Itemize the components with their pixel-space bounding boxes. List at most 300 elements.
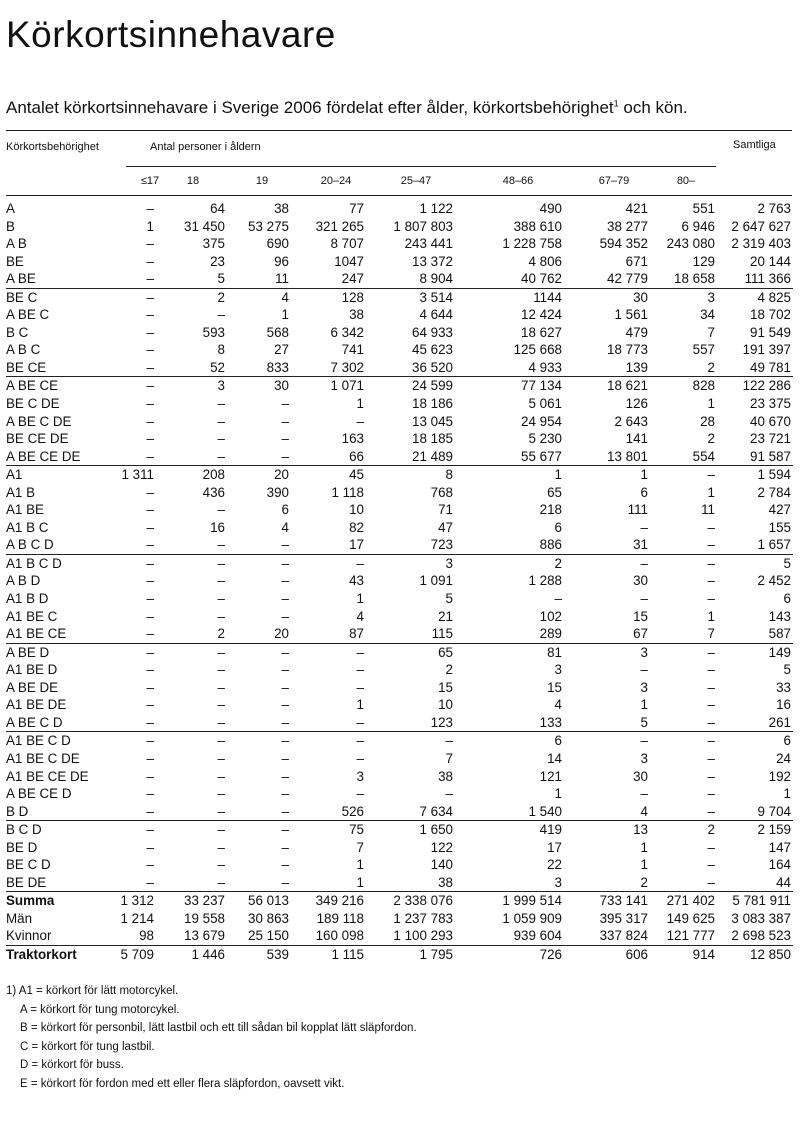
value-cell: 18 186: [412, 396, 453, 412]
row-label: A1: [6, 466, 118, 484]
total-cell: 261: [768, 714, 791, 730]
row-label: BE D: [6, 839, 38, 855]
value-cell: –: [217, 573, 225, 589]
table-row: [6, 732, 793, 750]
row-label: A1 BE C D: [6, 732, 118, 750]
value-cell: –: [281, 786, 289, 802]
value-cell: 139: [625, 359, 648, 375]
total-cell: 2 763: [757, 201, 791, 216]
table-row: [6, 874, 793, 892]
value-cell: 1 540: [528, 803, 562, 819]
value-cell: –: [650, 466, 717, 484]
value-cell: –: [707, 786, 715, 802]
value-cell: 1: [640, 697, 648, 713]
value-cell: 65: [547, 484, 562, 500]
value-cell: 1 561: [614, 307, 648, 323]
value-cell: 4: [356, 608, 364, 624]
value-cell: 149 625: [666, 910, 715, 926]
value-cell: 1: [356, 396, 364, 412]
total-cell: 1 657: [757, 537, 791, 553]
value-cell: –: [217, 413, 225, 429]
value-cell: –: [281, 537, 289, 553]
table-row: [6, 910, 793, 928]
table-row: [6, 324, 793, 342]
total-cell: 587: [768, 626, 791, 642]
value-cell: –: [146, 236, 154, 252]
value-cell: –: [118, 554, 156, 572]
table-top-rule: [6, 130, 792, 131]
table-row: [6, 643, 793, 661]
value-cell: –: [156, 821, 227, 839]
footnotes: [6, 982, 417, 1093]
value-cell: 7 634: [419, 803, 453, 819]
total-cell: 33: [776, 679, 791, 695]
value-cell: –: [640, 662, 648, 678]
page-title: Körkortsinnehavare: [6, 14, 336, 55]
value-cell: –: [217, 502, 225, 518]
footnote-line: 1) A1 = körkort för lätt motorcykel.: [6, 985, 179, 997]
age-group-header: 48–66: [502, 175, 534, 187]
table-row: [6, 839, 793, 857]
total-cell: 5: [717, 554, 793, 572]
table-row: [6, 430, 793, 448]
row-label: A BE C: [6, 307, 50, 323]
value-cell: 321 265: [315, 218, 364, 234]
value-cell: 71: [438, 502, 453, 518]
value-cell: 2: [707, 359, 715, 375]
value-cell: 568: [266, 324, 289, 340]
table-row: [6, 856, 793, 874]
value-cell: 75: [291, 821, 366, 839]
age-group-header: 67–79: [598, 175, 630, 187]
value-cell: –: [146, 874, 154, 890]
table-row: [6, 341, 793, 359]
value-cell: 2: [156, 288, 227, 306]
value-cell: –: [118, 643, 156, 661]
value-cell: 45 623: [412, 342, 453, 358]
row-label: BE C: [6, 288, 118, 306]
value-cell: 10: [349, 502, 364, 518]
value-cell: 247: [341, 271, 364, 287]
value-cell: 390: [266, 484, 289, 500]
value-cell: 939 604: [513, 928, 562, 944]
table-row: [6, 679, 793, 697]
value-cell: –: [146, 448, 154, 464]
value-cell: –: [146, 662, 154, 678]
value-cell: 21 489: [412, 448, 453, 464]
value-cell: 6: [455, 732, 564, 750]
value-cell: 38: [438, 768, 453, 784]
value-cell: –: [118, 732, 156, 750]
value-cell: –: [707, 768, 715, 784]
value-cell: 67: [633, 626, 648, 642]
table-row: [6, 608, 793, 626]
value-cell: –: [356, 714, 364, 730]
value-cell: 243 080: [666, 236, 715, 252]
value-cell: 2: [640, 874, 648, 890]
total-cell: 191 397: [742, 342, 791, 358]
value-cell: 6: [281, 502, 289, 518]
value-cell: 33 237: [156, 892, 227, 910]
value-cell: –: [650, 732, 717, 750]
value-cell: –: [146, 431, 154, 447]
value-cell: –: [707, 857, 715, 873]
value-cell: 27: [274, 342, 289, 358]
value-cell: 38: [438, 874, 453, 890]
value-cell: 1: [707, 484, 715, 500]
total-cell: 5 781 911: [717, 892, 793, 910]
age-group-header: 18: [186, 175, 200, 187]
value-cell: 11: [275, 271, 289, 287]
value-cell: –: [554, 591, 562, 607]
value-cell: 539: [227, 945, 291, 963]
value-cell: –: [707, 750, 715, 766]
table-row: [6, 306, 793, 324]
row-label: B: [6, 218, 15, 234]
value-cell: 593: [202, 324, 225, 340]
value-cell: 5: [217, 271, 225, 287]
row-label: A1 BE CE DE: [6, 768, 89, 784]
total-cell: 24: [776, 750, 791, 766]
value-cell: 22: [547, 857, 562, 873]
value-cell: 3: [356, 768, 364, 784]
value-cell: 31 450: [184, 218, 225, 234]
value-cell: 31: [633, 537, 648, 553]
value-cell: 1 288: [528, 573, 562, 589]
value-cell: 479: [625, 324, 648, 340]
value-cell: 726: [455, 945, 564, 963]
value-cell: 1 214: [120, 910, 154, 926]
total-cell: 192: [768, 768, 791, 784]
value-cell: 1: [707, 608, 715, 624]
value-cell: –: [217, 803, 225, 819]
row-label: A1 BE CE: [6, 626, 67, 642]
value-cell: –: [707, 591, 715, 607]
value-cell: 12 424: [521, 307, 562, 323]
value-cell: –: [291, 554, 366, 572]
table-row: [6, 270, 793, 288]
value-cell: –: [146, 626, 154, 642]
row-label: A1 BE D: [6, 662, 58, 678]
value-cell: 3: [650, 288, 717, 306]
value-cell: 2: [707, 431, 715, 447]
value-cell: 3: [564, 643, 650, 661]
value-cell: 18 185: [412, 431, 453, 447]
value-cell: 886: [539, 537, 562, 553]
table-row: [6, 821, 793, 839]
value-cell: –: [146, 786, 154, 802]
value-cell: 833: [266, 359, 289, 375]
value-cell: 828: [650, 377, 717, 395]
total-cell: 2 647 627: [731, 218, 791, 234]
value-cell: 160 098: [315, 928, 364, 944]
value-cell: –: [217, 448, 225, 464]
value-cell: 11: [701, 502, 715, 518]
value-cell: 2: [650, 821, 717, 839]
row-label: A1 BE C: [6, 608, 58, 624]
row-label: A BE CE: [6, 377, 118, 395]
value-cell: –: [217, 307, 225, 323]
value-cell: 20: [274, 626, 289, 642]
row-label: A BE C D: [6, 714, 63, 730]
header-antal-personer: Antal personer i åldern: [150, 141, 261, 153]
value-cell: –: [146, 413, 154, 429]
total-cell: 2 784: [757, 484, 791, 500]
value-cell: –: [640, 519, 648, 535]
value-cell: –: [281, 431, 289, 447]
value-cell: 1: [640, 839, 648, 855]
row-label: BE DE: [6, 874, 47, 890]
value-cell: –: [707, 537, 715, 553]
value-cell: 1 118: [331, 484, 364, 500]
row-label: A BE: [6, 271, 36, 287]
value-cell: 30: [227, 377, 291, 395]
value-cell: 65: [366, 643, 455, 661]
table-subtitle: [6, 98, 688, 118]
table-row: [6, 590, 793, 608]
value-cell: 17: [349, 537, 364, 553]
row-label: A B D: [6, 573, 41, 589]
row-label: A1 B: [6, 484, 36, 500]
table-row: [6, 785, 793, 803]
value-cell: 128: [291, 288, 366, 306]
value-cell: 1 091: [419, 573, 453, 589]
value-cell: 10: [438, 697, 453, 713]
value-cell: 490: [539, 201, 562, 216]
total-cell: 12 850: [717, 945, 793, 963]
header-behorighet: Körkortsbehörighet: [6, 141, 99, 153]
total-cell: 18 702: [750, 307, 791, 323]
value-cell: 1: [146, 218, 154, 234]
row-label: Traktorkort: [6, 945, 118, 963]
total-cell: 91 587: [750, 448, 791, 464]
total-cell: 9 704: [757, 803, 791, 819]
value-cell: 8: [217, 342, 225, 358]
value-cell: 16: [210, 519, 225, 535]
value-cell: –: [217, 537, 225, 553]
value-cell: 133: [539, 714, 562, 730]
value-cell: 421: [625, 201, 648, 216]
value-cell: 1 059 909: [502, 910, 562, 926]
value-cell: 4 806: [528, 253, 562, 269]
value-cell: 3: [640, 750, 648, 766]
value-cell: 163: [341, 431, 364, 447]
value-cell: 557: [692, 342, 715, 358]
value-cell: 81: [455, 643, 564, 661]
table-row: [6, 625, 793, 643]
total-cell: 91 549: [750, 324, 791, 340]
value-cell: 42 779: [607, 271, 648, 287]
value-cell: 1 446: [156, 945, 227, 963]
value-cell: 30: [564, 288, 650, 306]
value-cell: –: [146, 519, 154, 535]
subtitle-text: Antalet körkortsinnehavare i Sverige 2006 fördelat efter ålder, körkortsbehörighet: [6, 98, 614, 117]
footnote-line: C = körkort för tung lastbil.: [20, 1040, 155, 1053]
value-cell: –: [118, 821, 156, 839]
row-label: BE CE: [6, 359, 47, 375]
value-cell: 1 100 293: [393, 928, 453, 944]
value-cell: 1 237 783: [393, 910, 453, 926]
value-cell: 7 302: [330, 359, 364, 375]
value-cell: 64 933: [412, 324, 453, 340]
table-row: [6, 696, 793, 714]
row-label: Kvinnor: [6, 928, 52, 944]
value-cell: 606: [564, 945, 650, 963]
row-label: A BE DE: [6, 679, 59, 695]
value-cell: –: [217, 839, 225, 855]
value-cell: 98: [139, 928, 154, 944]
value-cell: 122: [430, 839, 453, 855]
row-label: A1 B D: [6, 591, 49, 607]
value-cell: 1: [356, 874, 364, 890]
total-cell: 23 375: [750, 396, 791, 412]
value-cell: –: [291, 643, 366, 661]
value-cell: 7: [445, 750, 453, 766]
value-cell: –: [564, 554, 650, 572]
value-cell: –: [356, 662, 364, 678]
age-group-header: ≤17: [140, 175, 160, 187]
value-cell: 1 071: [291, 377, 366, 395]
total-cell: 1: [783, 786, 791, 802]
value-cell: –: [146, 608, 154, 624]
value-cell: 7: [707, 324, 715, 340]
value-cell: –: [281, 608, 289, 624]
value-cell: 20: [227, 466, 291, 484]
table-row: [6, 395, 793, 413]
value-cell: –: [227, 554, 291, 572]
value-cell: –: [281, 413, 289, 429]
value-cell: 126: [625, 396, 648, 412]
value-cell: –: [146, 271, 154, 287]
table-row: [6, 466, 793, 484]
total-cell: 143: [768, 608, 791, 624]
value-cell: –: [650, 643, 717, 661]
value-cell: 1: [281, 307, 289, 323]
total-cell: 2 452: [757, 573, 791, 589]
value-cell: –: [356, 750, 364, 766]
table-row: [6, 554, 793, 572]
value-cell: –: [146, 857, 154, 873]
value-cell: 1047: [334, 253, 364, 269]
value-cell: –: [146, 750, 154, 766]
license-table: [6, 200, 793, 964]
total-cell: 4 825: [717, 288, 793, 306]
value-cell: 24 599: [366, 377, 455, 395]
value-cell: 140: [430, 857, 453, 873]
value-cell: –: [281, 591, 289, 607]
value-cell: –: [281, 662, 289, 678]
value-cell: 66: [349, 448, 364, 464]
row-label: A B C: [6, 342, 41, 358]
table-row: [6, 413, 793, 431]
age-group-header: 20–24: [320, 175, 352, 187]
value-cell: 64: [210, 201, 225, 216]
value-cell: 111: [627, 502, 648, 518]
total-cell: 3 083 387: [731, 910, 791, 926]
value-cell: 2: [445, 662, 453, 678]
total-cell: 20 144: [750, 253, 791, 269]
value-cell: 6: [640, 484, 648, 500]
value-cell: –: [217, 608, 225, 624]
value-cell: –: [146, 537, 154, 553]
table-row: [6, 519, 793, 537]
total-cell: 44: [776, 874, 791, 890]
value-cell: 3: [366, 554, 455, 572]
total-cell: 23 721: [750, 431, 791, 447]
value-cell: –: [156, 554, 227, 572]
value-cell: 82: [349, 519, 364, 535]
value-cell: 8 707: [330, 236, 364, 252]
value-cell: 1: [554, 786, 562, 802]
value-cell: –: [707, 839, 715, 855]
row-label: A1 BE: [6, 502, 44, 518]
age-group-header: 25–47: [400, 175, 432, 187]
value-cell: –: [356, 786, 364, 802]
value-cell: –: [118, 377, 156, 395]
value-cell: 1: [564, 466, 650, 484]
value-cell: 6 946: [681, 218, 715, 234]
value-cell: –: [707, 679, 715, 695]
table-row: [6, 377, 793, 395]
value-cell: –: [281, 857, 289, 873]
value-cell: –: [217, 750, 225, 766]
value-cell: 1: [640, 857, 648, 873]
table-row: [6, 484, 793, 502]
value-cell: 337 824: [599, 928, 648, 944]
value-cell: 1 312: [118, 892, 156, 910]
value-cell: 1 115: [291, 945, 366, 963]
value-cell: –: [281, 874, 289, 890]
value-cell: 5 061: [528, 396, 562, 412]
table-row: [6, 235, 793, 253]
total-cell: 1 594: [717, 466, 793, 484]
table-row: [6, 218, 793, 236]
value-cell: 24 954: [521, 413, 562, 429]
value-cell: 18 658: [674, 271, 715, 287]
value-cell: 3: [640, 679, 648, 695]
table-row: [6, 572, 793, 590]
value-cell: 96: [274, 253, 289, 269]
value-cell: 388 610: [513, 218, 562, 234]
value-cell: –: [146, 803, 154, 819]
total-cell: 2 698 523: [731, 928, 791, 944]
row-label: BE C DE: [6, 396, 60, 412]
value-cell: 3: [554, 662, 562, 678]
value-cell: 18 627: [521, 324, 562, 340]
value-cell: 243 441: [404, 236, 453, 252]
row-label: A BE D: [6, 643, 118, 661]
value-cell: 87: [349, 626, 364, 642]
table-row: [6, 750, 793, 768]
value-cell: –: [640, 786, 648, 802]
header-samtliga: Samtliga: [733, 139, 776, 151]
header-mid-rule: [126, 166, 716, 167]
table-row: [6, 768, 793, 786]
value-cell: 30 863: [248, 910, 289, 926]
value-cell: 436: [202, 484, 225, 500]
value-cell: 289: [539, 626, 562, 642]
value-cell: 121 777: [666, 928, 715, 944]
table-row: [6, 661, 793, 679]
value-cell: 53 275: [248, 218, 289, 234]
value-cell: 34: [700, 307, 715, 323]
value-cell: –: [281, 697, 289, 713]
row-label: A BE CE DE: [6, 448, 81, 464]
value-cell: –: [146, 573, 154, 589]
age-group-header: 19: [255, 175, 269, 187]
total-cell: 149: [717, 643, 793, 661]
row-label: A B: [6, 236, 27, 252]
